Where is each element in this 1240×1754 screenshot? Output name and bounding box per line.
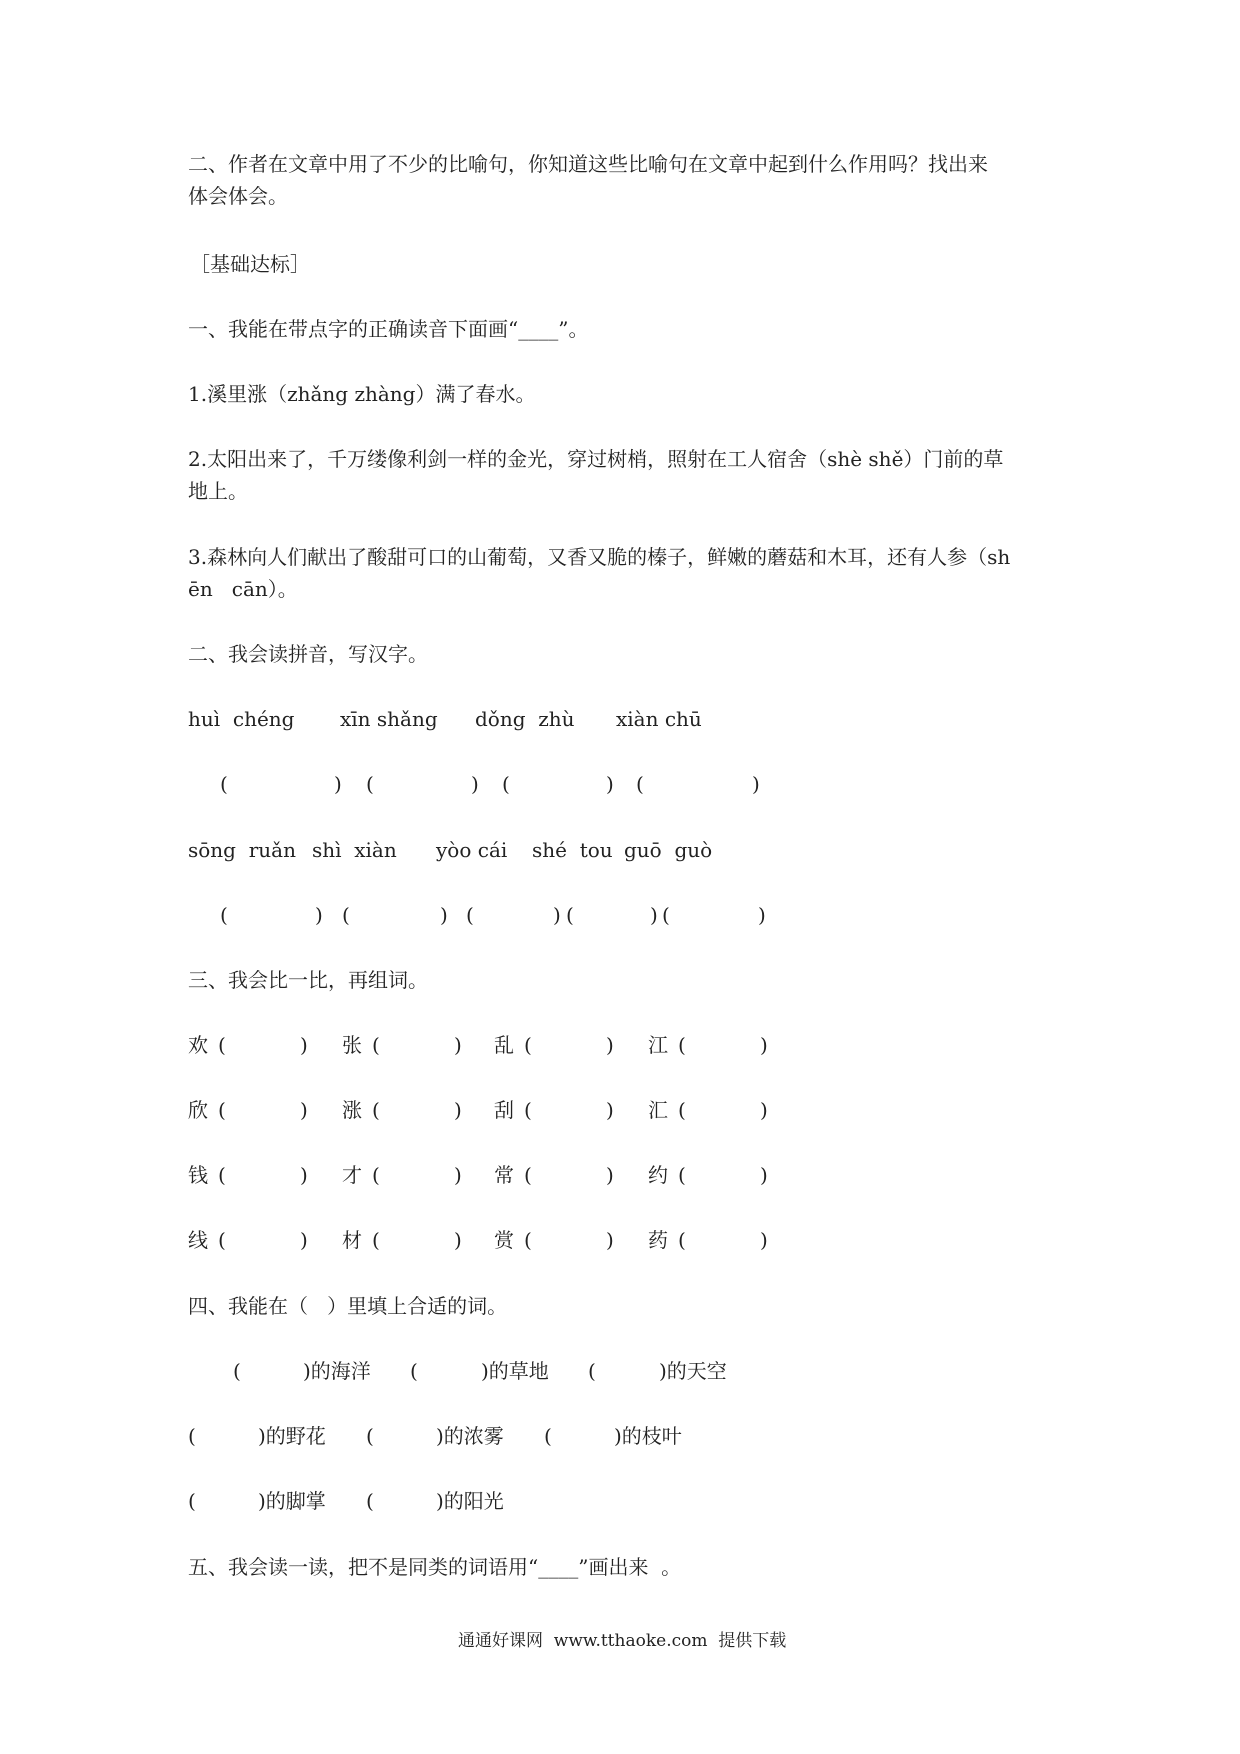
compare-char: 赏 — [494, 1228, 514, 1252]
answer-bracket[interactable]: ) — [606, 1228, 614, 1252]
compare-char: 钱 — [188, 1163, 208, 1187]
answer-bracket[interactable]: ( — [366, 772, 374, 796]
answer-bracket[interactable]: ) — [752, 772, 760, 796]
answer-bracket[interactable]: ) — [454, 1163, 462, 1187]
answer-bracket[interactable]: ( — [678, 1033, 686, 1057]
answer-bracket[interactable]: ( — [524, 1163, 532, 1187]
answer-bracket[interactable]: ) — [454, 1228, 462, 1252]
part1-item2-line1: 2.太阳出来了，千万缕像利剑一样的金光，穿过树梢，照射在工人宿舍（shè shě）门前的草 — [188, 447, 1004, 471]
answer-bracket[interactable]: ( — [678, 1163, 686, 1187]
answer-bracket[interactable]: ) — [471, 772, 479, 796]
pinyin-item: shì xiàn — [312, 838, 397, 862]
answer-bracket[interactable]: ( — [524, 1228, 532, 1252]
answer-bracket[interactable]: ) — [760, 1098, 768, 1122]
pinyin-item: guō guò — [624, 838, 713, 862]
answer-bracket[interactable]: ( — [218, 1033, 226, 1057]
answer-bracket[interactable]: ) — [300, 1228, 308, 1252]
answer-bracket[interactable]: ( — [566, 903, 574, 927]
answer-bracket[interactable]: ( — [188, 1489, 196, 1513]
compare-char: 欣 — [188, 1098, 208, 1122]
part1-heading: 一、我能在带点字的正确读音下面画“____”。 — [188, 317, 589, 341]
answer-bracket[interactable]: ( — [678, 1098, 686, 1122]
answer-bracket[interactable]: ( — [372, 1033, 380, 1057]
answer-bracket[interactable]: ) — [334, 772, 342, 796]
answer-bracket[interactable]: ) — [300, 1033, 308, 1057]
answer-bracket[interactable]: ( — [544, 1424, 552, 1448]
fill-phrase: )的枝叶 — [614, 1424, 682, 1448]
answer-bracket[interactable]: ) — [760, 1163, 768, 1187]
compare-char: 刮 — [494, 1098, 514, 1122]
compare-char: 汇 — [648, 1098, 668, 1122]
answer-bracket[interactable]: ) — [454, 1033, 462, 1057]
part4-heading: 四、我能在（ ）里填上合适的词。 — [188, 1294, 508, 1318]
answer-bracket[interactable]: ( — [410, 1359, 418, 1383]
answer-bracket[interactable]: ) — [300, 1163, 308, 1187]
compare-char: 材 — [342, 1228, 362, 1252]
fill-phrase: )的天空 — [659, 1359, 727, 1383]
compare-char: 江 — [648, 1033, 668, 1057]
answer-bracket[interactable]: ) — [300, 1098, 308, 1122]
compare-char: 张 — [342, 1033, 362, 1057]
answer-bracket[interactable]: ) — [760, 1228, 768, 1252]
fill-phrase: )的海洋 — [303, 1359, 371, 1383]
answer-bracket[interactable]: ( — [524, 1098, 532, 1122]
compare-char: 才 — [342, 1163, 362, 1187]
pinyin-item: yòo cái — [436, 838, 508, 862]
answer-bracket[interactable]: ) — [553, 903, 561, 927]
page-footer: 通通好课网 www.tthaoke.com 提供下载 — [458, 1631, 787, 1651]
pinyin-item: xiàn chū — [616, 707, 702, 731]
answer-bracket[interactable]: ( — [372, 1098, 380, 1122]
question-2-line1: 二、作者在文章中用了不少的比喻句，你知道这些比喻句在文章中起到什么作用吗？找出来 — [188, 152, 988, 176]
compare-char: 线 — [188, 1228, 208, 1252]
answer-bracket[interactable]: ( — [188, 1424, 196, 1448]
answer-bracket[interactable]: ( — [466, 903, 474, 927]
pinyin-item: huì chéng — [188, 707, 295, 731]
answer-bracket[interactable]: ) — [650, 903, 658, 927]
part1-item3-line1: 3.森林向人们献出了酸甜可口的山葡萄，又香又脆的榛子，鲜嫩的蘑菇和木耳，还有人参（sh — [188, 545, 1011, 569]
answer-bracket[interactable]: ) — [606, 1033, 614, 1057]
answer-bracket[interactable]: ( — [502, 772, 510, 796]
section-title: ［基础达标］ — [190, 252, 310, 276]
answer-bracket[interactable]: ( — [662, 903, 670, 927]
pinyin-item: shé tou — [532, 838, 613, 862]
answer-bracket[interactable]: ) — [606, 1098, 614, 1122]
answer-bracket[interactable]: ( — [372, 1163, 380, 1187]
fill-phrase: )的草地 — [481, 1359, 549, 1383]
answer-bracket[interactable]: ( — [678, 1228, 686, 1252]
pinyin-item: xīn shǎng — [340, 707, 438, 731]
compare-char: 药 — [648, 1228, 668, 1252]
answer-bracket[interactable]: ( — [233, 1359, 241, 1383]
fill-phrase: )的脚掌 — [258, 1489, 326, 1513]
answer-bracket[interactable]: ) — [606, 1163, 614, 1187]
compare-char: 欢 — [188, 1033, 208, 1057]
answer-bracket[interactable]: ) — [758, 903, 766, 927]
answer-bracket[interactable]: ) — [606, 772, 614, 796]
compare-char: 乱 — [494, 1033, 514, 1057]
answer-bracket[interactable]: ) — [440, 903, 448, 927]
pinyin-item: sōng ruǎn — [188, 838, 296, 862]
part5-heading: 五、我会读一读，把不是同类的词语用“____”画出来 。 — [188, 1555, 682, 1579]
part1-item2-line2: 地上。 — [188, 479, 248, 503]
answer-bracket[interactable]: ) — [315, 903, 323, 927]
part2-heading: 二、我会读拼音，写汉字。 — [188, 642, 428, 666]
answer-bracket[interactable]: ( — [218, 1098, 226, 1122]
fill-phrase: )的浓雾 — [436, 1424, 504, 1448]
fill-phrase: )的野花 — [258, 1424, 326, 1448]
part1-item1: 1.溪里涨（zhǎng zhàng）满了春水。 — [188, 382, 536, 406]
fill-phrase: )的阳光 — [436, 1489, 504, 1513]
answer-bracket[interactable]: ( — [372, 1228, 380, 1252]
answer-bracket[interactable]: ( — [588, 1359, 596, 1383]
compare-char: 涨 — [342, 1098, 362, 1122]
answer-bracket[interactable]: ( — [636, 772, 644, 796]
pinyin-item: dǒng zhù — [475, 707, 575, 731]
answer-bracket[interactable]: ( — [366, 1424, 374, 1448]
answer-bracket[interactable]: ) — [760, 1033, 768, 1057]
answer-bracket[interactable]: ( — [524, 1033, 532, 1057]
answer-bracket[interactable]: ) — [454, 1098, 462, 1122]
answer-bracket[interactable]: ( — [220, 772, 228, 796]
question-2-line2: 体会体会。 — [188, 184, 288, 208]
answer-bracket[interactable]: ( — [342, 903, 350, 927]
part1-item3-line2: ēn cān）。 — [188, 577, 298, 601]
answer-bracket[interactable]: ( — [366, 1489, 374, 1513]
compare-char: 约 — [648, 1163, 668, 1187]
answer-bracket[interactable]: ( — [218, 1228, 226, 1252]
part3-heading: 三、我会比一比，再组词。 — [188, 968, 428, 992]
compare-char: 常 — [494, 1163, 514, 1187]
answer-bracket[interactable]: ( — [218, 1163, 226, 1187]
answer-bracket[interactable]: ( — [220, 903, 228, 927]
